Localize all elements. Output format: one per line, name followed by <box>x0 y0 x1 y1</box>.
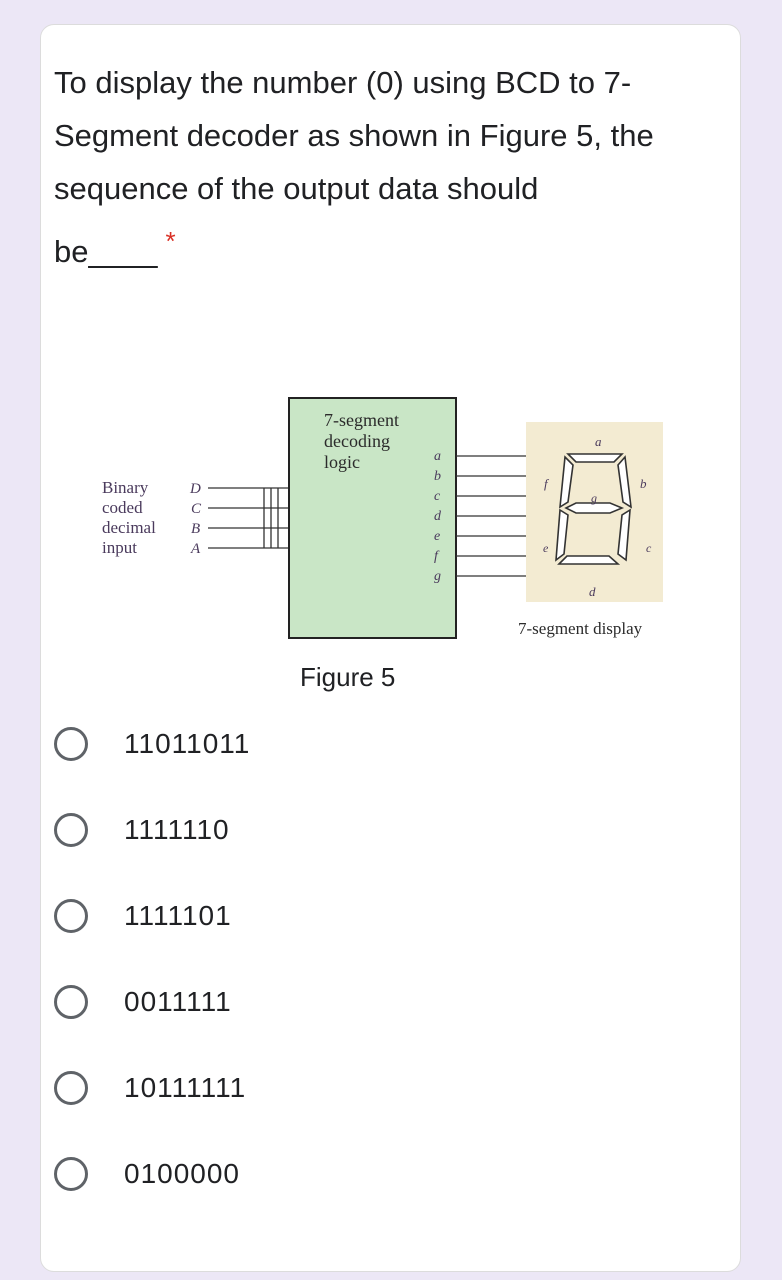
option-3[interactable] <box>54 886 454 946</box>
radio-button-icon[interactable] <box>54 813 88 847</box>
output-pin-b: b <box>434 469 441 484</box>
input-label-line-1: Binary <box>102 478 149 497</box>
segment-label-a: a <box>595 434 602 449</box>
segment-label-d: d <box>589 584 596 599</box>
input-pin-d: D <box>190 481 201 497</box>
radio-button-icon[interactable] <box>54 1071 88 1105</box>
figure-caption: Figure 5 <box>300 662 396 692</box>
output-pin-a: a <box>434 449 441 464</box>
option-label: 11011011 <box>124 728 251 759</box>
segment-label-f: f <box>544 476 548 491</box>
input-pin-b: B <box>191 521 201 537</box>
radio-button-icon[interactable] <box>54 985 88 1019</box>
radio-button-icon[interactable] <box>54 727 88 761</box>
decoder-diagram-svg <box>56 370 652 660</box>
question-label: To display the number (0) using BCD to 7-Segment decoder as shown in Figure 5, the sequence of the output data should be____ <box>54 65 654 269</box>
decoder-label-line-1: 7-segment <box>324 410 399 430</box>
output-pin-e: e <box>434 529 441 544</box>
required-star: * <box>165 226 176 256</box>
segment-label-b: b <box>640 476 647 491</box>
segment-label-c: c <box>646 541 652 555</box>
option-label: 0100000 <box>124 1158 241 1189</box>
decoder-label-line-3: logic <box>324 452 360 472</box>
input-lines <box>208 488 289 548</box>
output-pin-f: f <box>434 549 438 564</box>
input-label-line-4: input <box>102 538 137 557</box>
output-lines <box>456 456 526 576</box>
segment-a <box>568 454 622 462</box>
radio-button-icon[interactable] <box>54 899 88 933</box>
option-2[interactable] <box>54 800 454 860</box>
input-label-line-3: decimal <box>102 518 156 537</box>
input-pin-a: A <box>191 541 201 557</box>
option-label: 1111110 <box>124 814 230 845</box>
option-5[interactable] <box>54 1058 454 1118</box>
display-label: 7-segment display <box>518 619 643 638</box>
option-4[interactable] <box>54 972 454 1032</box>
option-label: 1111101 <box>124 900 232 931</box>
output-pin-d: d <box>434 509 441 524</box>
output-pin-c: c <box>434 489 441 504</box>
segment-d <box>559 556 618 564</box>
option-1[interactable] <box>54 714 454 774</box>
radio-button-icon[interactable] <box>54 1157 88 1191</box>
segment-label-g: g <box>591 491 597 505</box>
figure-5-diagram <box>56 370 652 660</box>
option-label: 10111111 <box>124 1072 247 1103</box>
output-pin-g: g <box>434 569 441 584</box>
decoder-label-line-2: decoding <box>324 431 390 451</box>
input-label-line-2: coded <box>102 498 143 517</box>
input-pin-c: C <box>191 501 202 517</box>
segment-label-e: e <box>543 541 549 555</box>
option-6[interactable] <box>54 1144 454 1204</box>
option-label: 0011111 <box>124 986 232 1017</box>
question-text <box>54 56 664 278</box>
